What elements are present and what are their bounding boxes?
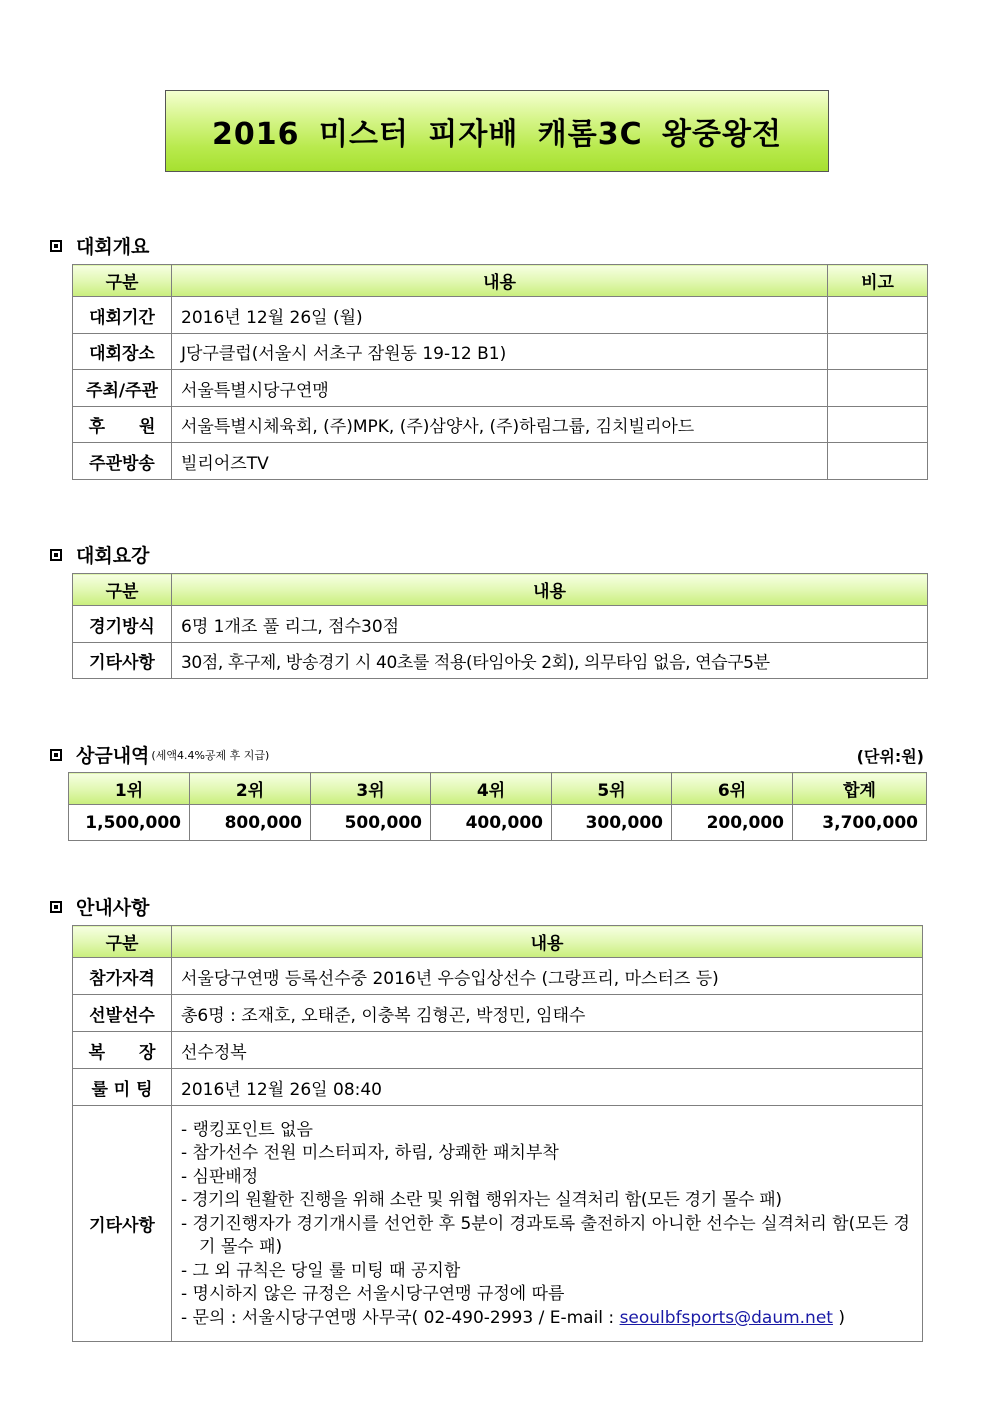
row-value: 서울특별시당구연맹 — [172, 370, 828, 407]
list-item: - 경기진행자가 경기개시를 선언한 후 5분이 경과토록 출전하지 아니한 선수는 실격처리 함(모든 경기 몰수 패) — [181, 1213, 910, 1258]
table-row — [73, 407, 928, 443]
table-header-row — [69, 773, 927, 805]
square-bullet-icon — [50, 749, 62, 761]
section-heading-overview — [50, 232, 149, 259]
column-header: 비고 — [828, 265, 928, 297]
row-value: 30점, 후구제, 방송경기 시 40초룰 적용(타임아웃 2회), 의무타임 없음, 연습구5분 — [172, 643, 928, 679]
row-label: 대회장소 — [73, 334, 172, 370]
list-item: - 명시하지 않은 규정은 서울시당구연맹 규정에 따름 — [181, 1284, 565, 1305]
overview-table — [72, 264, 928, 480]
row-label: 경기방식 — [73, 606, 172, 643]
square-bullet-icon — [50, 901, 62, 913]
section-heading-info — [50, 893, 149, 920]
prize-rank-header: 3위 — [311, 773, 431, 805]
row-value: 2016년 12월 26일 08:40 — [172, 1069, 923, 1106]
row-label: 후 원 — [73, 407, 172, 443]
row-value: 6명 1개조 풀 리그, 점수30점 — [172, 606, 928, 643]
prize-amount: 500,000 — [311, 805, 431, 841]
table-row — [73, 995, 923, 1032]
column-header: 구분 — [73, 926, 172, 958]
table-row — [73, 1032, 923, 1069]
list-item: - 심판배정 — [181, 1166, 259, 1187]
notes-cell — [172, 1106, 923, 1342]
list-item: - 경기의 원활한 진행을 위해 소란 및 위협 행위자는 실격처리 함(모든 경기 몰수 패) — [181, 1190, 782, 1211]
row-value: 2016년 12월 26일 (월) — [172, 297, 828, 334]
table-header-row — [73, 574, 928, 606]
row-label: 참가자격 — [73, 958, 172, 995]
row-remark — [828, 443, 928, 480]
contact-email-link[interactable]: seoulbfsports@daum.net — [619, 1307, 833, 1328]
section-heading-prizes — [50, 741, 269, 768]
table-row — [73, 1106, 923, 1342]
prize-table — [68, 772, 927, 841]
row-remark — [828, 297, 928, 334]
prize-total-header: 합계 — [793, 773, 927, 805]
row-label: 주최/주관 — [73, 370, 172, 407]
row-remark — [828, 334, 928, 370]
row-label: 주관방송 — [73, 443, 172, 480]
column-header: 구분 — [73, 265, 172, 297]
square-bullet-icon — [50, 549, 62, 561]
table-row — [73, 643, 928, 679]
row-label: 기타사항 — [73, 1106, 172, 1342]
row-remark — [828, 407, 928, 443]
contact-suffix: ) — [832, 1307, 846, 1328]
notes-list — [172, 1109, 922, 1339]
table-row — [73, 443, 928, 480]
section-title: 상금내역 — [76, 745, 150, 767]
row-label: 룰 미 팅 — [73, 1069, 172, 1106]
prize-rank-header: 5위 — [552, 773, 672, 805]
table-row — [73, 606, 928, 643]
section-title: 대회요강 — [76, 545, 150, 567]
row-label: 복 장 — [73, 1032, 172, 1069]
info-table — [72, 925, 923, 1342]
list-item: - 랭킹포인트 없음 — [181, 1119, 313, 1140]
contact-line — [181, 1307, 916, 1331]
square-bullet-icon — [50, 240, 62, 252]
list-item: - 참가선수 전원 미스터피자, 하림, 상쾌한 패치부착 — [181, 1143, 559, 1164]
row-remark — [828, 370, 928, 407]
section-title: 대회개요 — [76, 236, 150, 258]
prize-rank-header: 6위 — [672, 773, 793, 805]
table-header-row — [73, 926, 923, 958]
section-heading-rules — [50, 541, 149, 568]
prize-amount: 800,000 — [190, 805, 311, 841]
column-header: 내용 — [172, 265, 828, 297]
table-row — [73, 958, 923, 995]
prize-amount: 300,000 — [552, 805, 672, 841]
list-item: - 그 외 규칙은 당일 룰 미팅 때 공지함 — [181, 1260, 461, 1281]
column-header: 내용 — [172, 926, 923, 958]
contact-prefix: - 문의 : 서울시당구연맹 사무국( 02-490-2993 / E-mail : — [181, 1307, 620, 1328]
document-title: 2016 미스터 피자배 캐롬3C 왕중왕전 — [165, 90, 829, 172]
rules-table — [72, 573, 928, 679]
table-row — [73, 334, 928, 370]
prize-rank-header: 1위 — [69, 773, 190, 805]
prize-rank-header: 4위 — [431, 773, 552, 805]
column-header: 구분 — [73, 574, 172, 606]
row-label: 선발선수 — [73, 995, 172, 1032]
prize-total-amount: 3,700,000 — [793, 805, 927, 841]
row-value: 빌리어즈TV — [172, 443, 828, 480]
table-row — [69, 805, 927, 841]
section-title: 안내사항 — [76, 897, 150, 919]
row-value: 선수정복 — [172, 1032, 923, 1069]
table-row — [73, 297, 928, 334]
row-value: 서울특별시체육회, (주)MPK, (주)삼양사, (주)하림그룹, 김치빌리아드 — [172, 407, 828, 443]
unit-label: (단위:원) — [856, 747, 924, 766]
row-label: 기타사항 — [73, 643, 172, 679]
row-value: 서울당구연맹 등록선수중 2016년 우승입상선수 (그랑프리, 마스터즈 등) — [172, 958, 923, 995]
row-value: 총6명 : 조재호, 오태준, 이충복 김형곤, 박정민, 임태수 — [172, 995, 923, 1032]
prize-amount: 400,000 — [431, 805, 552, 841]
table-row — [73, 370, 928, 407]
prize-rank-header: 2위 — [190, 773, 311, 805]
row-value: J당구클럽(서울시 서초구 잠원동 19-12 B1) — [172, 334, 828, 370]
prize-amount: 200,000 — [672, 805, 793, 841]
prize-tax-note: (세액4.4%공제 후 지급) — [151, 748, 270, 762]
column-header: 내용 — [172, 574, 928, 606]
table-header-row — [73, 265, 928, 297]
table-row — [73, 1069, 923, 1106]
row-label: 대회기간 — [73, 297, 172, 334]
prize-amount: 1,500,000 — [69, 805, 190, 841]
